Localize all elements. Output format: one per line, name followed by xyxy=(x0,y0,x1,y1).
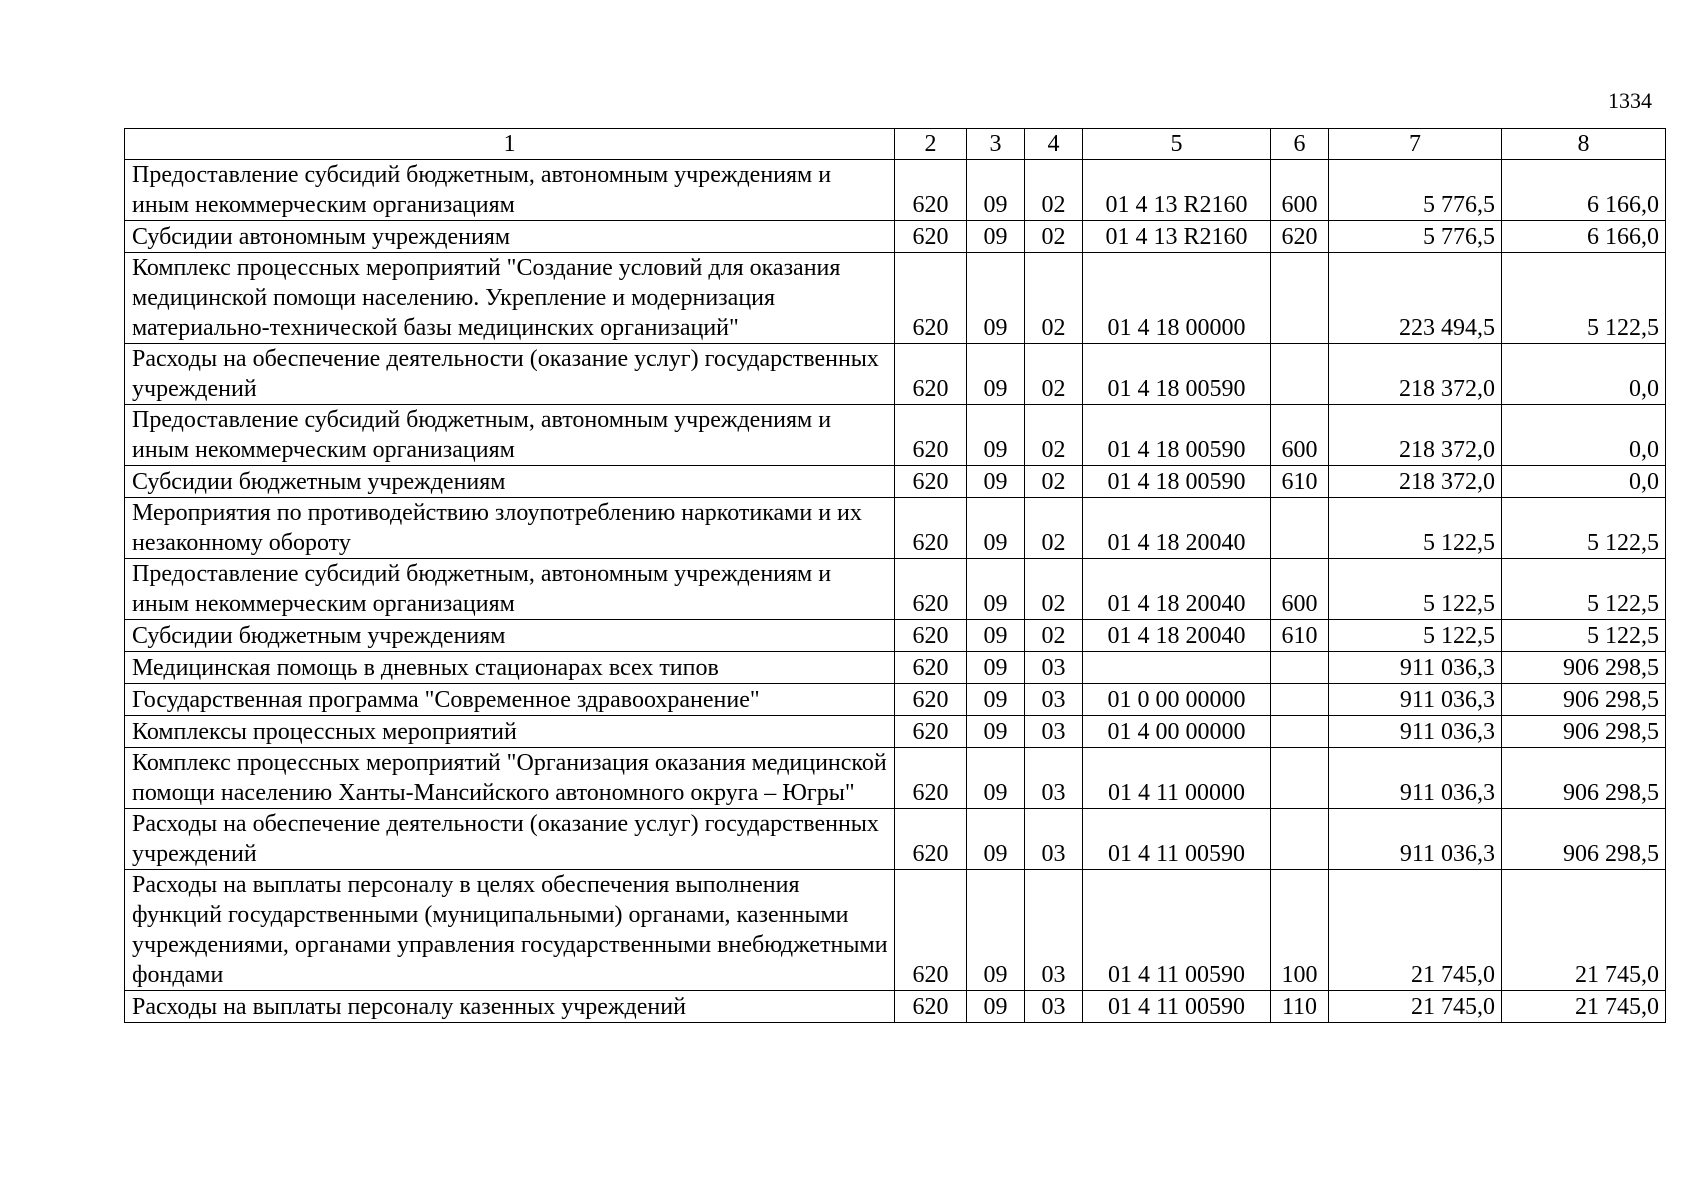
row-amount-cell: 5 122,5 xyxy=(1502,253,1666,344)
row-amount-cell: 906 298,5 xyxy=(1502,716,1666,748)
row-name-cell: Государственная программа "Современное здравоохранение" xyxy=(125,684,895,716)
header-cell: 1 xyxy=(125,129,895,160)
row-section-cell: 09 xyxy=(967,652,1025,684)
row-subsection-cell: 03 xyxy=(1025,716,1083,748)
row-name-cell: Субсидии автономным учреждениям xyxy=(125,221,895,253)
row-name-cell: Расходы на обеспечение деятельности (оказание услуг) государственных учреждений xyxy=(125,809,895,870)
table-row xyxy=(125,991,1666,1023)
row-code-cell: 620 xyxy=(895,870,967,991)
row-section-cell: 09 xyxy=(967,498,1025,559)
row-code-cell: 620 xyxy=(895,716,967,748)
row-name-cell: Расходы на выплаты персоналу казенных учреждений xyxy=(125,991,895,1023)
row-target-article-cell: 01 4 18 20040 xyxy=(1083,559,1271,620)
row-amount-cell: 906 298,5 xyxy=(1502,684,1666,716)
header-cell: 5 xyxy=(1083,129,1271,160)
table-row xyxy=(125,253,1666,344)
row-subsection-cell: 03 xyxy=(1025,748,1083,809)
row-expense-type-cell: 600 xyxy=(1271,559,1329,620)
row-amount-cell: 0,0 xyxy=(1502,344,1666,405)
row-name-cell: Расходы на обеспечение деятельности (оказание услуг) государственных учреждений xyxy=(125,344,895,405)
row-subsection-cell: 02 xyxy=(1025,559,1083,620)
row-target-article-cell: 01 4 18 00590 xyxy=(1083,405,1271,466)
row-amount-cell: 21 745,0 xyxy=(1329,870,1502,991)
row-section-cell: 09 xyxy=(967,160,1025,221)
row-subsection-cell: 03 xyxy=(1025,652,1083,684)
row-amount-cell: 906 298,5 xyxy=(1502,809,1666,870)
row-amount-cell: 21 745,0 xyxy=(1502,870,1666,991)
row-section-cell: 09 xyxy=(967,344,1025,405)
header-cell: 2 xyxy=(895,129,967,160)
row-amount-cell: 218 372,0 xyxy=(1329,466,1502,498)
row-name-cell: Расходы на выплаты персоналу в целях обеспечения выполнения функций государственными (муниципальными) органами, казенными учреждениями, органами управления государственными внебюджетными фондами xyxy=(125,870,895,991)
row-expense-type-cell: 610 xyxy=(1271,466,1329,498)
row-section-cell: 09 xyxy=(967,620,1025,652)
table-row xyxy=(125,221,1666,253)
row-expense-type-cell: 600 xyxy=(1271,160,1329,221)
row-section-cell: 09 xyxy=(967,991,1025,1023)
row-target-article-cell: 01 4 18 20040 xyxy=(1083,498,1271,559)
row-section-cell: 09 xyxy=(967,466,1025,498)
row-subsection-cell: 02 xyxy=(1025,221,1083,253)
header-cell: 6 xyxy=(1271,129,1329,160)
row-subsection-cell: 03 xyxy=(1025,809,1083,870)
row-amount-cell: 5 122,5 xyxy=(1502,498,1666,559)
row-code-cell: 620 xyxy=(895,405,967,466)
row-amount-cell: 5 122,5 xyxy=(1329,620,1502,652)
row-target-article-cell: 01 4 11 00000 xyxy=(1083,748,1271,809)
row-amount-cell: 911 036,3 xyxy=(1329,652,1502,684)
row-name-cell: Субсидии бюджетным учреждениям xyxy=(125,620,895,652)
table-row xyxy=(125,748,1666,809)
row-expense-type-cell: 610 xyxy=(1271,620,1329,652)
table-row xyxy=(125,809,1666,870)
row-amount-cell: 906 298,5 xyxy=(1502,652,1666,684)
row-amount-cell: 6 166,0 xyxy=(1502,221,1666,253)
row-target-article-cell: 01 4 11 00590 xyxy=(1083,870,1271,991)
row-name-cell: Субсидии бюджетным учреждениям xyxy=(125,466,895,498)
row-expense-type-cell: 100 xyxy=(1271,870,1329,991)
row-section-cell: 09 xyxy=(967,253,1025,344)
row-code-cell: 620 xyxy=(895,559,967,620)
row-subsection-cell: 02 xyxy=(1025,498,1083,559)
header-cell: 4 xyxy=(1025,129,1083,160)
row-name-cell: Мероприятия по противодействию злоупотреблению наркотиками и их незаконному обороту xyxy=(125,498,895,559)
table-row xyxy=(125,405,1666,466)
row-expense-type-cell xyxy=(1271,716,1329,748)
header-cell: 3 xyxy=(967,129,1025,160)
table-row xyxy=(125,344,1666,405)
row-amount-cell: 218 372,0 xyxy=(1329,344,1502,405)
table-row xyxy=(125,559,1666,620)
row-expense-type-cell: 620 xyxy=(1271,221,1329,253)
table-row xyxy=(125,684,1666,716)
table-row xyxy=(125,160,1666,221)
row-expense-type-cell: 110 xyxy=(1271,991,1329,1023)
row-section-cell: 09 xyxy=(967,559,1025,620)
row-name-cell: Медицинская помощь в дневных стационарах всех типов xyxy=(125,652,895,684)
row-code-cell: 620 xyxy=(895,160,967,221)
row-target-article-cell: 01 4 11 00590 xyxy=(1083,991,1271,1023)
row-code-cell: 620 xyxy=(895,652,967,684)
row-code-cell: 620 xyxy=(895,221,967,253)
row-target-article-cell xyxy=(1083,652,1271,684)
row-section-cell: 09 xyxy=(967,748,1025,809)
row-expense-type-cell: 600 xyxy=(1271,405,1329,466)
row-subsection-cell: 02 xyxy=(1025,466,1083,498)
row-subsection-cell: 02 xyxy=(1025,405,1083,466)
row-section-cell: 09 xyxy=(967,405,1025,466)
row-name-cell: Предоставление субсидий бюджетным, автономным учреждениям и иным некоммерческим организациям xyxy=(125,405,895,466)
row-name-cell: Предоставление субсидий бюджетным, автономным учреждениям и иным некоммерческим организациям xyxy=(125,559,895,620)
row-subsection-cell: 02 xyxy=(1025,620,1083,652)
row-code-cell: 620 xyxy=(895,344,967,405)
row-code-cell: 620 xyxy=(895,991,967,1023)
row-amount-cell: 911 036,3 xyxy=(1329,716,1502,748)
row-amount-cell: 911 036,3 xyxy=(1329,748,1502,809)
table-row xyxy=(125,466,1666,498)
row-expense-type-cell xyxy=(1271,498,1329,559)
budget-table xyxy=(124,128,1666,1023)
table-row xyxy=(125,652,1666,684)
header-cell: 8 xyxy=(1502,129,1666,160)
row-subsection-cell: 03 xyxy=(1025,684,1083,716)
table-row xyxy=(125,870,1666,991)
row-section-cell: 09 xyxy=(967,684,1025,716)
row-target-article-cell: 01 4 11 00590 xyxy=(1083,809,1271,870)
row-code-cell: 620 xyxy=(895,498,967,559)
row-amount-cell: 0,0 xyxy=(1502,405,1666,466)
row-target-article-cell: 01 4 00 00000 xyxy=(1083,716,1271,748)
row-amount-cell: 5 122,5 xyxy=(1329,559,1502,620)
row-code-cell: 620 xyxy=(895,466,967,498)
row-amount-cell: 223 494,5 xyxy=(1329,253,1502,344)
row-amount-cell: 5 122,5 xyxy=(1329,498,1502,559)
row-target-article-cell: 01 4 13 R2160 xyxy=(1083,160,1271,221)
row-amount-cell: 5 122,5 xyxy=(1502,559,1666,620)
row-amount-cell: 911 036,3 xyxy=(1329,684,1502,716)
row-subsection-cell: 02 xyxy=(1025,253,1083,344)
row-subsection-cell: 03 xyxy=(1025,991,1083,1023)
row-expense-type-cell xyxy=(1271,684,1329,716)
row-code-cell: 620 xyxy=(895,684,967,716)
row-amount-cell: 21 745,0 xyxy=(1502,991,1666,1023)
row-expense-type-cell xyxy=(1271,253,1329,344)
table-row xyxy=(125,498,1666,559)
row-amount-cell: 5 776,5 xyxy=(1329,221,1502,253)
row-name-cell: Предоставление субсидий бюджетным, автономным учреждениям и иным некоммерческим организациям xyxy=(125,160,895,221)
row-name-cell: Комплекс процессных мероприятий "Создание условий для оказания медицинской помощи населению. Укрепление и модернизация материально-технической базы медицинских организаций" xyxy=(125,253,895,344)
row-amount-cell: 906 298,5 xyxy=(1502,748,1666,809)
row-expense-type-cell xyxy=(1271,809,1329,870)
row-section-cell: 09 xyxy=(967,716,1025,748)
row-expense-type-cell xyxy=(1271,652,1329,684)
row-code-cell: 620 xyxy=(895,253,967,344)
row-amount-cell: 5 122,5 xyxy=(1502,620,1666,652)
row-target-article-cell: 01 4 18 00590 xyxy=(1083,344,1271,405)
row-target-article-cell: 01 4 18 00000 xyxy=(1083,253,1271,344)
row-target-article-cell: 01 4 13 R2160 xyxy=(1083,221,1271,253)
row-expense-type-cell xyxy=(1271,748,1329,809)
row-amount-cell: 911 036,3 xyxy=(1329,809,1502,870)
row-code-cell: 620 xyxy=(895,748,967,809)
row-section-cell: 09 xyxy=(967,221,1025,253)
row-amount-cell: 0,0 xyxy=(1502,466,1666,498)
row-name-cell: Комплекс процессных мероприятий "Организация оказания медицинской помощи населению Ханты-Мансийского автономного округа – Югры" xyxy=(125,748,895,809)
row-code-cell: 620 xyxy=(895,809,967,870)
row-amount-cell: 21 745,0 xyxy=(1329,991,1502,1023)
row-subsection-cell: 03 xyxy=(1025,870,1083,991)
row-subsection-cell: 02 xyxy=(1025,160,1083,221)
header-row xyxy=(125,129,1666,160)
row-target-article-cell: 01 0 00 00000 xyxy=(1083,684,1271,716)
row-amount-cell: 218 372,0 xyxy=(1329,405,1502,466)
row-subsection-cell: 02 xyxy=(1025,344,1083,405)
row-target-article-cell: 01 4 18 00590 xyxy=(1083,466,1271,498)
row-section-cell: 09 xyxy=(967,870,1025,991)
row-code-cell: 620 xyxy=(895,620,967,652)
row-section-cell: 09 xyxy=(967,809,1025,870)
table-row xyxy=(125,716,1666,748)
row-amount-cell: 6 166,0 xyxy=(1502,160,1666,221)
row-name-cell: Комплексы процессных мероприятий xyxy=(125,716,895,748)
header-cell: 7 xyxy=(1329,129,1502,160)
row-expense-type-cell xyxy=(1271,344,1329,405)
table-row xyxy=(125,620,1666,652)
row-amount-cell: 5 776,5 xyxy=(1329,160,1502,221)
page-number: 1334 xyxy=(1608,88,1652,113)
row-target-article-cell: 01 4 18 20040 xyxy=(1083,620,1271,652)
